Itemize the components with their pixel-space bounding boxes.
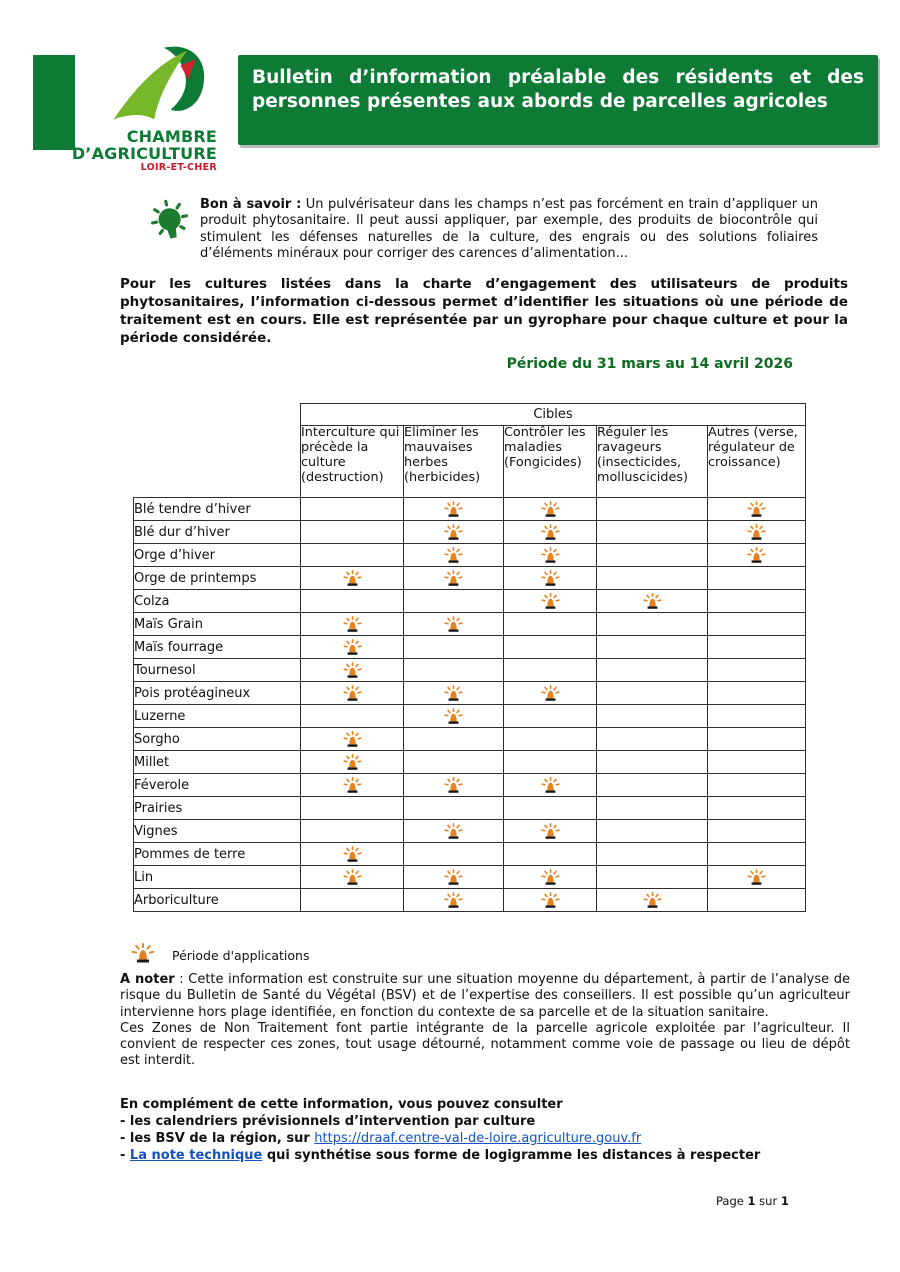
gyrophare-icon xyxy=(343,754,362,771)
beacon-cell xyxy=(597,590,708,613)
beacon-cell xyxy=(504,590,597,613)
table-row xyxy=(134,797,806,820)
empty-cell xyxy=(404,590,504,613)
empty-cell xyxy=(708,797,806,820)
empty-cell xyxy=(597,682,708,705)
gyrophare-icon xyxy=(643,593,662,610)
gyrophare-icon xyxy=(541,777,560,794)
table-row xyxy=(134,820,806,843)
complement-item-note-technique xyxy=(120,1148,860,1165)
gyrophare-icon xyxy=(541,501,560,518)
beacon-cell xyxy=(504,498,597,521)
complement-item-calendriers: - les calendriers prévisionnels d’intervention par culture xyxy=(120,1113,536,1129)
gyrophare-icon xyxy=(343,616,362,633)
period-heading: Période du 31 mars au 14 avril 2026 xyxy=(506,356,793,372)
gyrophare-icon xyxy=(541,892,560,909)
note-paragraph-2: Ces Zones de Non Traitement font partie intégrante de la parcelle agricole exploitée par l’agriculteur. Il convient de respecter ces zones, tout usage détourné, notamment comme voie de passage ou lieu de dépôt est interdit. xyxy=(120,1020,850,1069)
empty-cell xyxy=(597,544,708,567)
table-row xyxy=(134,682,806,705)
gyrophare-icon xyxy=(643,892,662,909)
beacon-cell xyxy=(504,544,597,567)
empty-cell xyxy=(708,659,806,682)
gyrophare-icon xyxy=(343,846,362,863)
note-text-1: Cette information est construite sur une situation moyenne du département, à partir de l’analyse de risque du Bulletin de Santé du Végétal (BSV) et de l’expertise des conseillers. Il est possible qu’un agriculteur intervienne hors plage identifiée, en fonction du contexte de sa parcelle et de la situation sanitaire. xyxy=(120,972,850,1020)
footer-prefix: Page xyxy=(716,1194,748,1208)
table-row xyxy=(134,636,806,659)
gyrophare-icon xyxy=(444,708,463,725)
beacon-cell xyxy=(404,521,504,544)
empty-cell xyxy=(708,728,806,751)
beacon-cell xyxy=(301,659,404,682)
table-row xyxy=(134,774,806,797)
gyrophare-icon xyxy=(444,547,463,564)
gyrophare-icon xyxy=(747,524,766,541)
table-row xyxy=(134,567,806,590)
empty-cell xyxy=(597,728,708,751)
gyrophare-icon xyxy=(343,869,362,886)
gyrophare-icon xyxy=(343,685,362,702)
beacon-cell xyxy=(708,521,806,544)
note-separator: : xyxy=(174,972,189,987)
empty-cell xyxy=(404,636,504,659)
empty-cell xyxy=(597,636,708,659)
gyrophare-icon xyxy=(541,685,560,702)
crop-name: Luzerne xyxy=(134,705,301,728)
beacon-cell xyxy=(504,567,597,590)
empty-cell xyxy=(301,705,404,728)
beacon-cell xyxy=(404,544,504,567)
column-header: Interculture qui précède la culture (destruction) xyxy=(301,426,404,498)
gyrophare-icon xyxy=(444,823,463,840)
gyrophare-icon xyxy=(541,869,560,886)
empty-cell xyxy=(708,843,806,866)
empty-cell xyxy=(504,613,597,636)
corner-empty-cell xyxy=(134,404,301,426)
complement-item3-suffix: qui synthétise sous forme de logigramme les distances à respecter xyxy=(262,1147,761,1163)
org-region: LOIR-ET-CHER xyxy=(140,161,217,173)
empty-cell xyxy=(301,590,404,613)
good-to-know-label: Bon à savoir : xyxy=(200,197,302,212)
beacon-cell xyxy=(301,567,404,590)
targets-group-header: Cibles xyxy=(301,404,806,426)
gyrophare-icon xyxy=(444,616,463,633)
good-to-know-paragraph xyxy=(200,197,818,262)
beacon-cell xyxy=(404,820,504,843)
table-row xyxy=(134,889,806,912)
banner-title: Bulletin d’information préalable des résidents et des personnes présentes aux abords de parcelles agricoles xyxy=(238,55,878,145)
chambre-agriculture-logo-icon xyxy=(103,40,221,132)
column-header: Eliminer les mauvaises herbes (herbicides) xyxy=(404,426,504,498)
gyrophare-icon xyxy=(343,639,362,656)
table-row xyxy=(134,728,806,751)
beacon-cell xyxy=(404,682,504,705)
empty-cell xyxy=(597,774,708,797)
crop-name: Blé dur d’hiver xyxy=(134,521,301,544)
crop-name: Orge de printemps xyxy=(134,567,301,590)
crop-name: Féverole xyxy=(134,774,301,797)
empty-cell xyxy=(504,636,597,659)
corner-empty-cell xyxy=(134,426,301,498)
org-name-line2: D’AGRICULTURE xyxy=(71,144,217,164)
beacon-cell xyxy=(708,498,806,521)
beacon-cell xyxy=(404,774,504,797)
crop-name: Prairies xyxy=(134,797,301,820)
empty-cell xyxy=(708,636,806,659)
legend-label: Période d'applications xyxy=(172,948,310,963)
crop-name: Tournesol xyxy=(134,659,301,682)
crop-name: Lin xyxy=(134,866,301,889)
gyrophare-icon xyxy=(747,501,766,518)
empty-cell xyxy=(404,659,504,682)
gyrophare-icon xyxy=(343,662,362,679)
page-number xyxy=(716,1194,789,1208)
table-row xyxy=(134,659,806,682)
empty-cell xyxy=(708,774,806,797)
empty-cell xyxy=(301,797,404,820)
good-to-know-text: Un pulvérisateur dans les champs n’est pas forcément en train d’appliquer un produit phytosanitaire. Il peut aussi appliquer, par exemple, des produits de biocontrôle qui stimulent les défenses naturelles de la culture, des engrais ou des solutions foliaires d’éléments minéraux pour corriger des carences d’alimentation... xyxy=(200,197,818,261)
org-name-line1: CHAMBRE xyxy=(126,127,217,146)
complement-heading: En complément de cette information, vous pouvez consulter xyxy=(120,1097,563,1112)
beacon-cell xyxy=(708,544,806,567)
gyrophare-icon xyxy=(541,547,560,564)
empty-cell xyxy=(708,682,806,705)
footer-sep: sur xyxy=(755,1194,781,1208)
gyrophare-icon xyxy=(444,869,463,886)
crop-name: Maïs fourrage xyxy=(134,636,301,659)
beacon-cell xyxy=(597,889,708,912)
table-row xyxy=(134,544,806,567)
empty-cell xyxy=(504,843,597,866)
empty-cell xyxy=(404,751,504,774)
beacon-cell xyxy=(301,843,404,866)
gyrophare-icon xyxy=(541,593,560,610)
empty-cell xyxy=(301,544,404,567)
beacon-cell xyxy=(504,866,597,889)
org-name-block xyxy=(60,128,217,173)
beacon-cell xyxy=(504,820,597,843)
crop-name: Sorgho xyxy=(134,728,301,751)
empty-cell xyxy=(597,820,708,843)
empty-cell xyxy=(597,797,708,820)
empty-cell xyxy=(504,797,597,820)
empty-cell xyxy=(404,797,504,820)
intro-paragraph: Pour les cultures listées dans la charte d’engagement des utilisateurs de produits phytosanitaires, l’information ci-dessous permet d’identifier les situations où une période de traitement est en cours. Elle est représentée par un gyrophare pour chaque culture et pour la période considérée. xyxy=(120,276,848,346)
complement-item2-prefix: - les BSV de la région, sur xyxy=(120,1130,315,1146)
beacon-cell xyxy=(301,636,404,659)
note-technique-link[interactable]: La note technique xyxy=(129,1147,263,1163)
gyrophare-icon xyxy=(343,570,362,587)
beacon-cell xyxy=(301,728,404,751)
empty-cell xyxy=(597,705,708,728)
footer-page: 1 xyxy=(747,1194,756,1208)
gyrophare-icon xyxy=(343,777,362,794)
gyrophare-icon xyxy=(444,892,463,909)
empty-cell xyxy=(708,567,806,590)
complement-item3-prefix: - xyxy=(120,1147,130,1163)
beacon-cell xyxy=(301,866,404,889)
beacon-cell xyxy=(404,498,504,521)
empty-cell xyxy=(404,728,504,751)
empty-cell xyxy=(708,820,806,843)
beacon-cell xyxy=(301,751,404,774)
table-row xyxy=(134,751,806,774)
empty-cell xyxy=(301,889,404,912)
gyrophare-icon xyxy=(444,570,463,587)
beacon-cell xyxy=(301,682,404,705)
beacon-cell xyxy=(504,774,597,797)
empty-cell xyxy=(597,659,708,682)
empty-cell xyxy=(504,705,597,728)
beacon-cell xyxy=(504,889,597,912)
empty-cell xyxy=(597,751,708,774)
crop-name: Pommes de terre xyxy=(134,843,301,866)
table-row xyxy=(134,866,806,889)
gyrophare-icon xyxy=(444,685,463,702)
crop-name: Vignes xyxy=(134,820,301,843)
gyrophare-icon xyxy=(747,869,766,886)
crop-name: Orge d’hiver xyxy=(134,544,301,567)
empty-cell xyxy=(597,843,708,866)
empty-cell xyxy=(708,705,806,728)
note-paragraph-1 xyxy=(120,972,850,1021)
empty-cell xyxy=(504,751,597,774)
crop-name: Colza xyxy=(134,590,301,613)
complement-item-bsv xyxy=(120,1131,860,1148)
beacon-cell xyxy=(404,567,504,590)
beacon-cell xyxy=(504,682,597,705)
gyrophare-icon xyxy=(541,823,560,840)
table-row xyxy=(134,590,806,613)
empty-cell xyxy=(404,843,504,866)
empty-cell xyxy=(597,567,708,590)
empty-cell xyxy=(708,751,806,774)
empty-cell xyxy=(597,498,708,521)
gyrophare-icon xyxy=(444,777,463,794)
beacon-cell xyxy=(404,866,504,889)
gyrophare-icon xyxy=(444,501,463,518)
crop-name: Blé tendre d’hiver xyxy=(134,498,301,521)
column-header: Réguler les ravageurs (insecticides, molluscicides) xyxy=(597,426,708,498)
crop-name: Pois protéagineux xyxy=(134,682,301,705)
crop-name: Arboriculture xyxy=(134,889,301,912)
table-column-header-row xyxy=(134,426,806,498)
empty-cell xyxy=(301,521,404,544)
gyrophare-icon xyxy=(444,524,463,541)
empty-cell xyxy=(301,498,404,521)
gyrophare-icon xyxy=(541,524,560,541)
complement-block xyxy=(120,1097,860,1165)
gyrophare-icon xyxy=(131,943,155,964)
note-block xyxy=(120,972,850,1070)
empty-cell xyxy=(597,521,708,544)
note-label: A noter xyxy=(120,972,175,987)
empty-cell xyxy=(597,613,708,636)
crop-name: Maïs Grain xyxy=(134,613,301,636)
beacon-cell xyxy=(301,774,404,797)
table-row xyxy=(134,613,806,636)
empty-cell xyxy=(301,820,404,843)
beacon-cell xyxy=(404,613,504,636)
crop-name: Millet xyxy=(134,751,301,774)
treatment-table xyxy=(133,403,806,912)
empty-cell xyxy=(504,659,597,682)
beacon-cell xyxy=(504,521,597,544)
empty-cell xyxy=(708,613,806,636)
empty-cell xyxy=(597,866,708,889)
column-header: Autres (verse, régulateur de croissance) xyxy=(708,426,806,498)
lightbulb-icon xyxy=(147,199,193,247)
table-row xyxy=(134,843,806,866)
table-row xyxy=(134,521,806,544)
gyrophare-icon xyxy=(747,547,766,564)
empty-cell xyxy=(708,590,806,613)
gyrophare-icon xyxy=(343,731,362,748)
empty-cell xyxy=(708,889,806,912)
bsv-link[interactable]: https://draaf.centre-val-de-loire.agriculture.gouv.fr xyxy=(314,1130,642,1146)
beacon-cell xyxy=(404,889,504,912)
empty-cell xyxy=(504,728,597,751)
column-header: Contrôler les maladies (Fongicides) xyxy=(504,426,597,498)
table-group-header-row xyxy=(134,404,806,426)
beacon-cell xyxy=(708,866,806,889)
footer-total: 1 xyxy=(780,1194,789,1208)
gyrophare-icon xyxy=(541,570,560,587)
table-row xyxy=(134,498,806,521)
table-row xyxy=(134,705,806,728)
beacon-cell xyxy=(404,705,504,728)
beacon-cell xyxy=(301,613,404,636)
